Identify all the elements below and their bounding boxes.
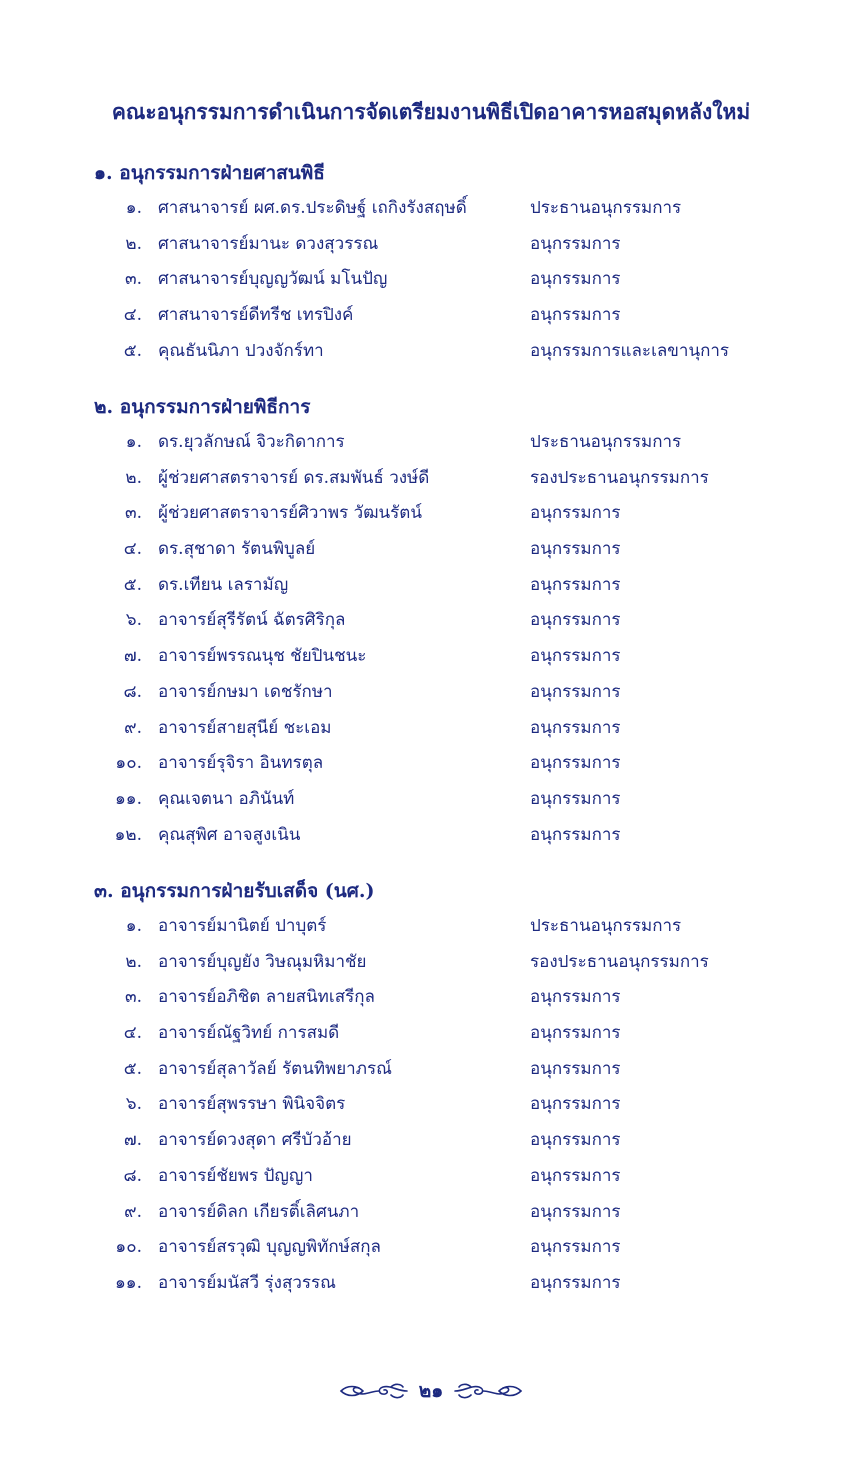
member-name: ดร.สุชาดา รัตนพิบูลย์ (158, 539, 316, 560)
member-role: อนุกรรมการ (530, 987, 621, 1008)
section-royal-reception (0, 873, 862, 1302)
member-role: อนุกรรมการและเลขานุการ (530, 340, 730, 361)
item-number: ๙. (124, 717, 142, 738)
item-number: ๗. (123, 646, 142, 667)
member-name: อาจารย์กษมา เดชรักษา (158, 681, 333, 702)
member-name: ผู้ช่วยศาสตราจารย์ ดร.สมพันธ์ วงษ์ดี (158, 467, 430, 488)
member-role: ประธานอนุกรรมการ (530, 916, 682, 936)
section-heading: ๓. อนุกรรมการฝ่ายรับเสด็จ (นศ.) (94, 880, 375, 902)
list-item (0, 639, 862, 675)
item-number: ๕. (123, 340, 142, 361)
member-role: อนุกรรมการ (530, 1237, 621, 1258)
item-number: ๖. (125, 610, 142, 631)
member-role: อนุกรรมการ (530, 233, 621, 254)
list-item (0, 603, 862, 639)
member-name: อาจารย์พรรณนุช ชัยปินชนะ (158, 646, 367, 667)
member-role: อนุกรรมการ (530, 1130, 621, 1151)
list-item (0, 1230, 862, 1266)
member-name: อาจารย์ดวงสุดา ศรีบัวอ้าย (158, 1130, 352, 1151)
list-item (0, 1016, 862, 1052)
member-name: คุณสุพิศ อาจสูงเนิน (158, 824, 301, 845)
member-name: ศาสนาจารย์ดีทรีช เทรปิงค์ (158, 305, 354, 326)
member-name: อาจารย์ชัยพร ปัญญา (158, 1165, 313, 1186)
kanok-ornament-icon (339, 1381, 409, 1401)
list-item (0, 496, 862, 532)
member-role: อนุกรรมการ (530, 305, 621, 326)
member-role: รองประธานอนุกรรมการ (530, 951, 709, 972)
section-religious-ceremony (0, 155, 862, 369)
page-number: ๒๑ (418, 1380, 444, 1402)
item-number: ๒. (125, 233, 142, 254)
member-role: อนุกรรมการ (530, 1023, 621, 1044)
item-number: ๔. (123, 539, 142, 560)
member-name: คุณเจตนา อภินันท์ (158, 788, 295, 809)
list-item (0, 1123, 862, 1159)
list-item (0, 532, 862, 568)
member-role: อนุกรรมการ (530, 753, 621, 774)
item-number: ๑. (125, 432, 142, 452)
member-name: อาจารย์สุพรรษา พินิจจิตร (158, 1094, 346, 1115)
member-role: อนุกรรมการ (530, 681, 621, 702)
member-role: อนุกรรมการ (530, 539, 621, 560)
member-name: ศาสนาจารย์บุญญวัฒน์ มโนปัญ (158, 269, 388, 290)
item-number: ๖. (125, 1094, 142, 1115)
list-item (0, 568, 862, 604)
member-name: อาจารย์มานิตย์ ปาบุตร์ (158, 916, 327, 936)
page-footer (0, 1376, 862, 1406)
item-number: ๔. (123, 1023, 142, 1044)
item-number: ๘. (123, 1165, 142, 1186)
list-item (0, 675, 862, 711)
member-name: อาจารย์สุรีรัตน์ ฉัตรศิริกุล (158, 610, 346, 631)
item-number: ๒. (125, 951, 142, 972)
member-role: อนุกรรมการ (530, 503, 621, 524)
list-item (0, 746, 862, 782)
item-number: ๔. (123, 305, 142, 326)
list-item (0, 334, 862, 370)
member-name: อาจารย์บุญยัง วิษณุมหิมาชัย (158, 951, 367, 972)
item-number: ๑๑. (115, 1272, 142, 1293)
kanok-ornament-icon (453, 1381, 523, 1401)
item-number: ๗. (123, 1130, 142, 1151)
list-item (0, 945, 862, 981)
member-role: อนุกรรมการ (530, 788, 621, 809)
member-name: อาจารย์ณัฐวิทย์ การสมดี (158, 1023, 340, 1044)
member-role: อนุกรรมการ (530, 646, 621, 667)
item-number: ๕. (123, 1058, 142, 1079)
item-number: ๑๐. (115, 753, 142, 774)
item-number: ๑. (125, 198, 142, 218)
item-number: ๘. (123, 681, 142, 702)
member-role: ประธานอนุกรรมการ (530, 432, 682, 452)
item-number: ๓. (124, 987, 142, 1008)
member-role: อนุกรรมการ (530, 1165, 621, 1186)
section-ceremony (0, 389, 862, 853)
member-name: อาจารย์รุจิรา อินทรตุล (158, 753, 324, 774)
member-name: คุณธันนิภา ปวงจักร์ทา (158, 340, 324, 361)
list-item (0, 298, 862, 334)
member-name: อาจารย์สุลาวัลย์ รัตนทิพยาภรณ์ (158, 1058, 392, 1079)
list-item (0, 1052, 862, 1088)
item-number: ๑๑. (115, 788, 142, 809)
item-number: ๒. (125, 467, 142, 488)
list-item (0, 711, 862, 747)
list-item (0, 980, 862, 1016)
list-item (0, 1087, 862, 1123)
section-heading: ๒. อนุกรรมการฝ่ายพิธีการ (94, 396, 311, 418)
member-role: อนุกรรมการ (530, 269, 621, 290)
member-name: อาจารย์อภิชิต ลายสนิทเสรีกุล (158, 987, 375, 1008)
member-name: ดร.ยุวลักษณ์ จิวะกิดาการ (158, 432, 345, 452)
member-role: อนุกรรมการ (530, 1201, 621, 1222)
list-item (0, 782, 862, 818)
list-item (0, 425, 862, 461)
member-name: ศาสนาจารย์ ผศ.ดร.ประดิษฐ์ เถกิงรังสฤษดิ์ (158, 198, 467, 218)
member-name: อาจารย์สายสุนีย์ ชะเอม (158, 717, 332, 738)
member-role: อนุกรรมการ (530, 1272, 621, 1293)
item-number: ๕. (123, 574, 142, 595)
member-role: อนุกรรมการ (530, 610, 621, 631)
member-name: อาจารย์ดิลก เกียรติ์เลิศนภา (158, 1201, 360, 1222)
member-role: อนุกรรมการ (530, 717, 621, 738)
member-name: อาจารย์สรวุฒิ บุญญพิทักษ์สกุล (158, 1237, 381, 1258)
member-name: ผู้ช่วยศาสตราจารย์ศิวาพร วัฒนรัตน์ (158, 503, 422, 524)
list-item (0, 227, 862, 263)
section-heading: ๑. อนุกรรมการฝ่ายศาสนพิธี (94, 162, 325, 184)
member-name: อาจารย์มนัสวี รุ่งสุวรรณ (158, 1272, 336, 1293)
member-name: ดร.เทียน เลรามัญ (158, 574, 289, 595)
list-item (0, 1266, 862, 1302)
item-number: ๑. (125, 916, 142, 936)
item-number: ๑๐. (115, 1237, 142, 1258)
item-number: ๓. (124, 269, 142, 290)
list-item (0, 909, 862, 945)
item-number: ๑๒. (114, 824, 142, 845)
page-title: คณะอนุกรรมการดำเนินการจัดเตรียมงานพิธีเปิดอาคารหอสมุดหลังใหม่ (111, 99, 751, 124)
member-role: อนุกรรมการ (530, 574, 621, 595)
member-role: อนุกรรมการ (530, 1094, 621, 1115)
list-item (0, 191, 862, 227)
list-item (0, 1195, 862, 1231)
member-name: ศาสนาจารย์มานะ ดวงสุวรรณ (158, 233, 379, 254)
item-number: ๓. (124, 503, 142, 524)
list-item (0, 818, 862, 854)
member-role: อนุกรรมการ (530, 824, 621, 845)
item-number: ๙. (124, 1201, 142, 1222)
member-role: อนุกรรมการ (530, 1058, 621, 1079)
list-item (0, 1159, 862, 1195)
list-item (0, 262, 862, 298)
member-role: รองประธานอนุกรรมการ (530, 467, 709, 488)
member-role: ประธานอนุกรรมการ (530, 198, 682, 218)
list-item (0, 461, 862, 497)
